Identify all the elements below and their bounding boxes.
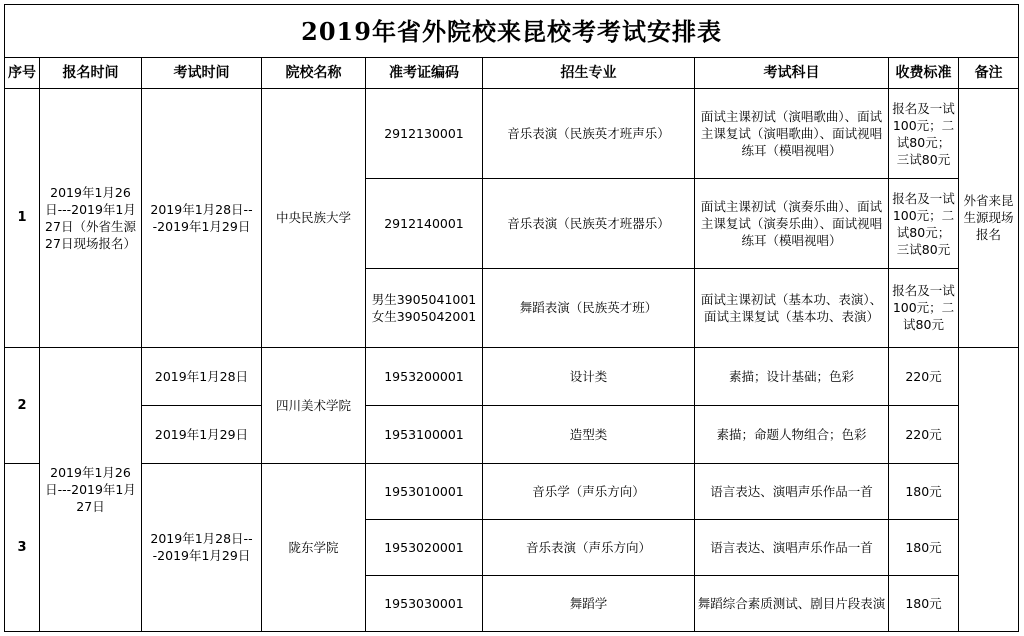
exam-schedule-table: [4, 4, 1019, 632]
major-cell: 舞蹈学: [483, 575, 695, 631]
code-cell: 1953200001: [366, 347, 483, 405]
exam-time-cell: 2019年1月28日: [142, 347, 262, 405]
table-row: [5, 405, 1019, 463]
code-cell: [366, 269, 483, 347]
seq-cell: 1: [5, 89, 40, 347]
subjects-cell: 素描；命题人物组合；色彩: [695, 405, 889, 463]
table-row: [5, 89, 1019, 179]
reg-time-cell: 2019年1月26日---2019年1月27日（外省生源27日现场报名）: [40, 89, 142, 347]
code-cell: 1953030001: [366, 575, 483, 631]
header-reg-time: 报名时间: [40, 58, 142, 89]
seq-cell: 3: [5, 463, 40, 631]
subjects-cell: 面试主课初试（演唱歌曲）、面试主课复试（演唱歌曲）、面试视唱练耳（模唱视唱）: [695, 89, 889, 179]
table-row: [5, 463, 1019, 519]
header-school: 院校名称: [262, 58, 366, 89]
code-cell: 1953010001: [366, 463, 483, 519]
fee-cell: 180元: [889, 575, 959, 631]
major-cell: 音乐表演（声乐方向）: [483, 519, 695, 575]
header-fee: 收费标准: [889, 58, 959, 89]
reg-time-cell: 2019年1月26日---2019年1月27日: [40, 347, 142, 631]
school-cell: 陇东学院: [262, 463, 366, 631]
major-cell: 音乐表演（民族英才班声乐）: [483, 89, 695, 179]
fee-cell: 报名及一试100元；二试80元；三试80元: [889, 179, 959, 269]
major-cell: 设计类: [483, 347, 695, 405]
fee-cell: 220元: [889, 347, 959, 405]
header-remark: 备注: [959, 58, 1019, 89]
subjects-cell: 语言表达、演唱声乐作品一首: [695, 519, 889, 575]
major-cell: 音乐表演（民族英才班器乐）: [483, 179, 695, 269]
exam-time-cell: 2019年1月28日---2019年1月29日: [142, 463, 262, 631]
subjects-cell: 舞蹈综合素质测试、剧目片段表演: [695, 575, 889, 631]
header-exam-time: 考试时间: [142, 58, 262, 89]
seq-cell: 2: [5, 347, 40, 463]
code-line-male: 男生3905041001: [371, 291, 477, 307]
school-cell: 中央民族大学: [262, 89, 366, 347]
remark-cell-empty: [959, 347, 1019, 631]
subjects-cell: 素描；设计基础；色彩: [695, 347, 889, 405]
major-cell: 造型类: [483, 405, 695, 463]
title-row: [5, 5, 1019, 58]
exam-time-cell: 2019年1月28日---2019年1月29日: [142, 89, 262, 347]
code-cell: 2912140001: [366, 179, 483, 269]
header-row: [5, 58, 1019, 89]
fee-cell: 220元: [889, 405, 959, 463]
school-cell: 四川美术学院: [262, 347, 366, 463]
code-cell: 1953100001: [366, 405, 483, 463]
fee-cell: 180元: [889, 463, 959, 519]
header-major: 招生专业: [483, 58, 695, 89]
fee-cell: 报名及一试100元；二试80元；三试80元: [889, 89, 959, 179]
code-cell: 2912130001: [366, 89, 483, 179]
header-code: 准考证编码: [366, 58, 483, 89]
table-row: [5, 347, 1019, 405]
code-cell: 1953020001: [366, 519, 483, 575]
header-seq: 序号: [5, 58, 40, 89]
major-cell: 音乐学（声乐方向）: [483, 463, 695, 519]
subjects-cell: 语言表达、演唱声乐作品一首: [695, 463, 889, 519]
major-cell: 舞蹈表演（民族英才班）: [483, 269, 695, 347]
header-subjects: 考试科目: [695, 58, 889, 89]
fee-cell: 报名及一试100元；二试80元: [889, 269, 959, 347]
subjects-cell: 面试主课初试（演奏乐曲）、面试主课复试（演奏乐曲）、面试视唱练耳（模唱视唱）: [695, 179, 889, 269]
fee-cell: 180元: [889, 519, 959, 575]
exam-time-cell: 2019年1月29日: [142, 405, 262, 463]
page-title: 2019年省外院校来昆校考考试安排表: [5, 5, 1019, 58]
subjects-cell: 面试主课初试（基本功、表演）、面试主课复试（基本功、表演）: [695, 269, 889, 347]
code-line-female: 女生3905042001: [371, 308, 477, 324]
remark-cell: 外省来昆生源现场报名: [959, 89, 1019, 347]
